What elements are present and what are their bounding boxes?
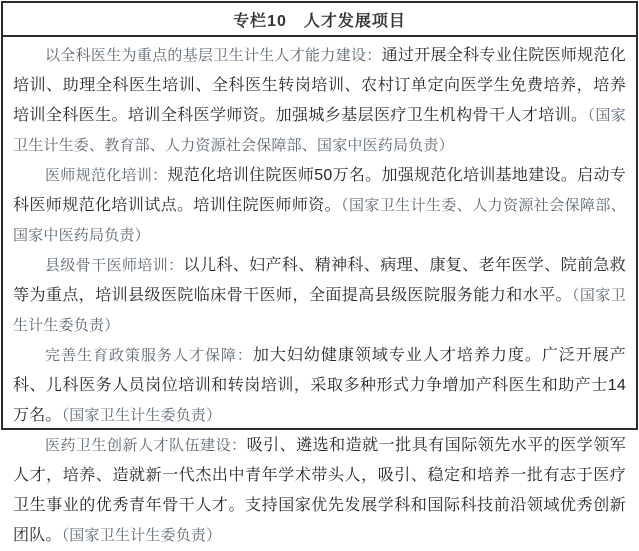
panel-title: 专栏10 人才发展项目 (233, 12, 406, 30)
panel-body (3, 37, 636, 551)
feature-box-panel (1, 1, 638, 544)
paragraph-standardized-training (13, 161, 626, 251)
paragraph-birth-policy-talent (13, 341, 626, 431)
paragraph-lead: 县级骨干医师培训： (45, 258, 184, 274)
paragraph-attribution: （国家卫生计生委负责） (61, 528, 222, 544)
paragraph-attribution: （国家卫生计生委、人力资源社会保障部、国家中医药局负责） (13, 198, 626, 244)
paragraph-lead: 医药卫生创新人才队伍建设： (45, 438, 247, 454)
paragraph-lead: 以全科医生为重点的基层卫生计生人才能力建设： (45, 48, 382, 64)
paragraph-innovation-talent-team (13, 431, 626, 551)
paragraph-lead: 医师规范化培训： (45, 168, 168, 184)
paragraph-body: 加大妇幼健康领域专业人才培养力度。广泛开展产科、儿科医务人员岗位培训和转岗培训，采取多种形式力争增加产科医生和助产士14万名。 (13, 347, 626, 424)
paragraph-attribution: （国家卫生计生委、教育部、人力资源社会保障部、国家中医药局负责） (13, 108, 626, 154)
paragraph-grassroots-talent (13, 41, 626, 161)
paragraph-attribution: （国家卫生计生委负责） (61, 408, 222, 424)
paragraph-attribution: （国家卫生计生委负责） (13, 288, 626, 334)
paragraph-body: 规范化培训住院医师50万名。加强规范化培训基地建设。启动专科医师规范化培训试点。培训住院医师师资。 (13, 167, 626, 214)
panel-header (3, 3, 636, 37)
paragraph-county-doctor-training (13, 251, 626, 341)
paragraph-body: 以儿科、妇产科、精神科、病理、康复、老年医学、院前急救等为重点，培训县级医院临床骨干医师，全面提高县级医院服务能力和水平。 (13, 257, 626, 304)
paragraph-lead: 完善生育政策服务人才保障： (45, 348, 253, 364)
paragraph-body: 吸引、遴选和造就一批具有国际领先水平的医学领军人才，培养、造就新一代杰出中青年学术带头人，吸引、稳定和培养一批有志于医疗卫生事业的优秀青年骨干人才。支持国家优先发展学科和国际科技前沿领域优秀创新团队。 (13, 437, 626, 544)
paragraph-body: 通过开展全科专业住院医师规范化培训、助理全科医生培训、全科医生转岗培训、农村订单定向医学生免费培养，培养培训全科医生。培训全科医学师资。加强城乡基层医疗卫生机构骨干人才培训。 (13, 47, 626, 124)
